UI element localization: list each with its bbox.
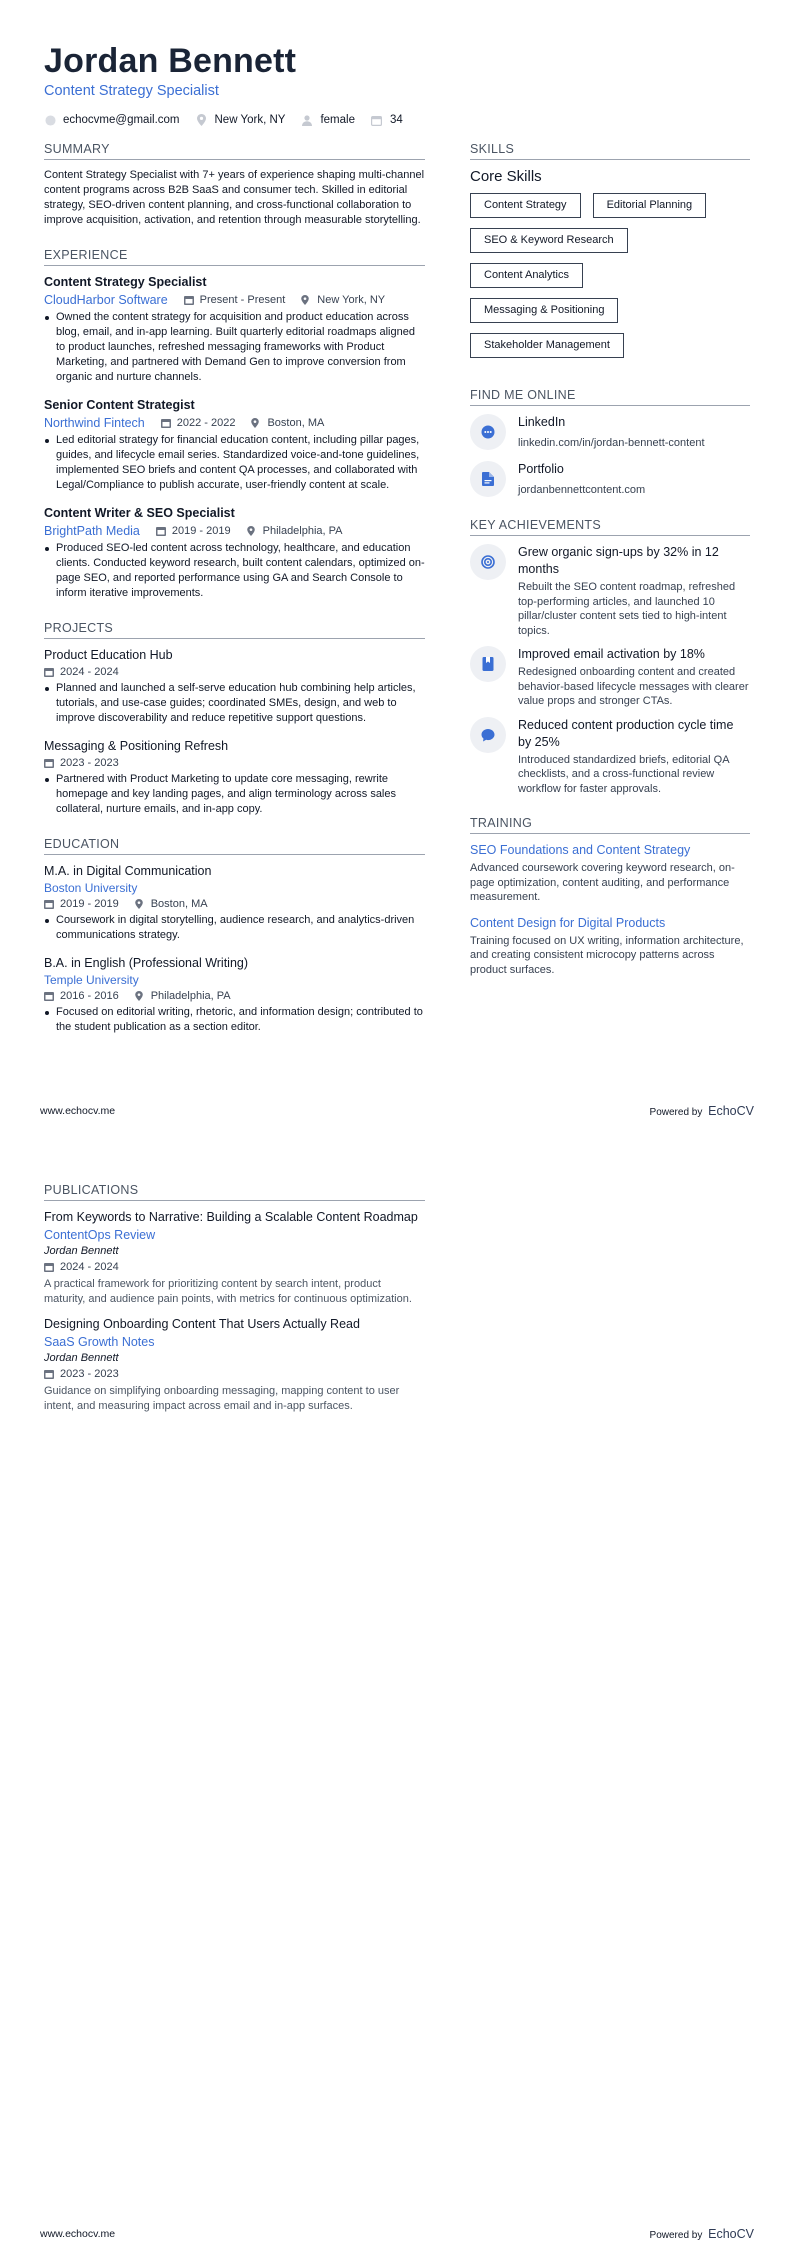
- job-entry: [44, 274, 425, 385]
- job-bullet: Produced SEO-led content across technology, healthcare, and education clients. Conducted keyword research, built content calendars, optimized on-page SEO, and reported performance using GA and Search Console to inform iterative improvements.: [56, 542, 425, 599]
- resume-header: [44, 40, 764, 126]
- education-meta: [44, 898, 425, 910]
- online-title: FIND ME ONLINE: [470, 388, 750, 406]
- publications-column: [44, 1183, 425, 1433]
- resume-page-2: [0, 1123, 794, 2246]
- summary-title: SUMMARY: [44, 142, 425, 160]
- education-degree: M.A. in Digital Communication: [44, 864, 212, 878]
- education-meta: [44, 990, 425, 1002]
- core-skills-heading: Core Skills: [470, 168, 542, 185]
- job-location: [301, 294, 385, 306]
- online-portfolio-text: [518, 461, 645, 498]
- projects-section: [44, 621, 425, 817]
- publications-title: PUBLICATIONS: [44, 1183, 425, 1201]
- online-label: Portfolio: [518, 462, 564, 476]
- achievement-text: [518, 717, 750, 797]
- publication-entry: [44, 1209, 425, 1306]
- education-location: [135, 898, 208, 910]
- education-location: [135, 990, 231, 1002]
- calendar-icon: [44, 1369, 54, 1379]
- project-dates: [44, 666, 119, 678]
- calendar-icon: [44, 758, 54, 768]
- job-dates: [184, 294, 286, 306]
- job-bullets: [44, 310, 425, 385]
- achievement-item: [470, 717, 750, 797]
- achievement-desc: Redesigned onboarding content and created behavior-based lifecycle messages with clearer value props and stronger CTAs.: [518, 666, 749, 707]
- powered-by: [650, 1104, 754, 1118]
- education-location-text: Boston, MA: [150, 898, 208, 910]
- document-icon: [470, 461, 506, 497]
- education-school: Boston University: [44, 881, 138, 895]
- job-location: [247, 525, 343, 537]
- job-bullets: [44, 433, 425, 493]
- project-meta: [44, 666, 425, 678]
- skills-section: [470, 142, 750, 368]
- achievement-title: Improved email activation by 18%: [518, 647, 705, 661]
- publication-desc: A practical framework for prioritizing content by search intent, product maturity, and audience pain points, with metrics for continuous optimization.: [44, 1278, 412, 1305]
- project-dates-text: 2024 - 2024: [60, 666, 119, 678]
- location-pin-icon: [301, 295, 311, 305]
- publication-dates: [44, 1368, 119, 1380]
- publication-venue: ContentOps Review: [44, 1228, 156, 1242]
- project-title: Product Education Hub: [44, 648, 173, 662]
- footer-site-link[interactable]: www.echocv.me: [40, 1105, 116, 1117]
- job-meta: [44, 524, 425, 538]
- achievement-desc: Introduced standardized briefs, editorial QA checklists, and a cross-functional review workflow for faster approvals.: [518, 753, 729, 795]
- location-pin-icon: [135, 899, 145, 909]
- publication-dates-text: 2023 - 2023: [60, 1368, 119, 1380]
- brand-name: EchoCV: [708, 2227, 754, 2241]
- education-entry: [44, 863, 425, 943]
- job-dates-text: 2019 - 2019: [171, 525, 231, 537]
- achievements-title: KEY ACHIEVEMENTS: [470, 518, 750, 536]
- project-bullets: [44, 772, 425, 817]
- project-title: Messaging & Positioning Refresh: [44, 739, 229, 753]
- project-bullet: Planned and launched a self-serve education hub combining help articles, tutorials, and use-case guides; coordinated SMEs, design, and web to improve discoverability and reduce repetitive support questions.: [56, 681, 425, 726]
- right-column: [470, 142, 750, 997]
- training-title: TRAINING: [470, 816, 750, 834]
- candidate-role: Content Strategy Specialist: [44, 83, 219, 99]
- calendar-icon: [184, 295, 194, 305]
- project-meta: [44, 757, 425, 769]
- achievement-title: Grew organic sign-ups by 32% in 12 months: [518, 545, 719, 576]
- chat-icon: [470, 717, 506, 753]
- bookmark-icon: [470, 646, 506, 682]
- job-dates: [156, 525, 231, 537]
- calendar-icon: [371, 114, 383, 126]
- online-linkedin-text: [518, 414, 705, 451]
- education-degree: B.A. in English (Professional Writing): [44, 956, 249, 970]
- experience-section: [44, 248, 425, 601]
- job-company: BrightPath Media: [44, 524, 140, 538]
- job-location: [251, 417, 324, 429]
- person-icon: [301, 114, 313, 126]
- calendar-icon: [44, 899, 54, 909]
- experience-title: EXPERIENCE: [44, 248, 425, 266]
- job-company: Northwind Fintech: [44, 416, 145, 430]
- online-value[interactable]: linkedin.com/in/jordan-bennett-content: [518, 437, 705, 449]
- job-bullet: Owned the content strategy for acquisition and product education across blog, email, and in-app learning. Built quarterly editorial roadmaps aligned to product launches, refreshed messaging frameworks with Product Marketing, and partnered with Demand Gen to improve conversion from organic and nurture channels.: [56, 310, 425, 385]
- job-title: Content Strategy Specialist: [44, 275, 207, 289]
- achievement-text: [518, 544, 750, 638]
- job-entry: [44, 397, 425, 493]
- contact-location: [196, 114, 286, 126]
- achievement-item: [470, 544, 750, 638]
- email-text: echocvme@gmail.com: [63, 114, 180, 126]
- education-location-text: Philadelphia, PA: [150, 990, 231, 1002]
- training-course-desc: Training focused on UX writing, information architecture, and creating consistent microcopy patterns across product surfaces.: [470, 934, 744, 976]
- online-label: LinkedIn: [518, 415, 566, 429]
- contact-row: [44, 114, 764, 126]
- job-location-text: New York, NY: [317, 294, 386, 306]
- job-title: Senior Content Strategist: [44, 398, 195, 412]
- job-title: Content Writer & SEO Specialist: [44, 506, 235, 520]
- page-footer: [40, 1104, 754, 1118]
- education-bullet: Focused on editorial writing, rhetoric, and information design; contributed to the student publication as a section editor.: [56, 1005, 425, 1035]
- education-dates-text: 2019 - 2019: [60, 898, 119, 910]
- publication-meta: [44, 1261, 425, 1273]
- publication-title: Designing Onboarding Content That Users Actually Read: [44, 1317, 360, 1331]
- job-meta: [44, 293, 425, 307]
- powered-by-label: Powered by: [649, 1107, 703, 1118]
- project-bullets: [44, 681, 425, 726]
- job-meta: [44, 416, 425, 430]
- skill-tag: Stakeholder Management: [470, 333, 624, 358]
- education-school: Temple University: [44, 973, 139, 987]
- project-entry: [44, 647, 425, 726]
- job-company: CloudHarbor Software: [44, 293, 168, 307]
- education-bullets: [44, 1005, 425, 1035]
- summary-text: Content Strategy Specialist with 7+ years of experience shaping multi-channel content programs across B2B SaaS and consumer tech. Skilled in editorial strategy, SEO-driven content planning, and cross-functional collaboration to improve acquisition, activation, and retention through measurable storytelling.: [44, 169, 425, 226]
- publication-author: Jordan Bennett: [44, 1245, 119, 1257]
- education-section: [44, 837, 425, 1035]
- project-dates-text: 2023 - 2023: [60, 757, 119, 769]
- job-dates: [161, 417, 236, 429]
- skill-tags: [470, 193, 750, 368]
- brand-name: EchoCV: [708, 1104, 754, 1118]
- location-pin-icon: [251, 418, 261, 428]
- skill-tag: SEO & Keyword Research: [470, 228, 628, 253]
- training-course-title: Content Design for Digital Products: [470, 915, 666, 930]
- education-dates-text: 2016 - 2016: [60, 990, 119, 1002]
- project-entry: [44, 738, 425, 817]
- skill-tag: Editorial Planning: [593, 193, 707, 218]
- location-pin-icon: [135, 991, 145, 1001]
- age-text: 34: [389, 114, 403, 126]
- publication-desc: Guidance on simplifying onboarding messaging, mapping content to user intent, and measuring impact across email and in-app surfaces.: [44, 1385, 400, 1412]
- publication-venue: SaaS Growth Notes: [44, 1335, 155, 1349]
- job-bullet: Led editorial strategy for financial education content, including pillar pages, guides, and lifecycle email series. Standardized voice-and-tone guidelines, implemented SEO briefs and content QA processes, and collaborated with Legal/Compliance to publish accurate, user-friendly content at scale.: [56, 433, 425, 493]
- calendar-icon: [44, 1262, 54, 1272]
- job-dates-text: 2022 - 2022: [176, 417, 236, 429]
- skill-tag: Messaging & Positioning: [470, 298, 618, 323]
- job-bullets: [44, 541, 425, 601]
- linkedin-icon: [470, 414, 506, 450]
- calendar-icon: [44, 991, 54, 1001]
- page-footer: [40, 2227, 754, 2241]
- education-title: EDUCATION: [44, 837, 425, 855]
- publication-author: Jordan Bennett: [44, 1352, 119, 1364]
- powered-by-label: Powered by: [649, 2230, 703, 2241]
- contact-age: [371, 114, 403, 126]
- projects-title: PROJECTS: [44, 621, 425, 639]
- online-section: [470, 388, 750, 498]
- location-pin-icon: [247, 526, 257, 536]
- achievement-title: Reduced content production cycle time by 25%: [518, 717, 734, 749]
- online-linkedin[interactable]: [470, 414, 750, 451]
- publication-dates: [44, 1261, 119, 1273]
- powered-by: [650, 2227, 754, 2241]
- contact-gender: [301, 114, 355, 126]
- skills-title: SKILLS: [470, 142, 750, 160]
- summary-section: [44, 142, 425, 228]
- education-entry: [44, 955, 425, 1035]
- project-bullet: Partnered with Product Marketing to update core messaging, rewrite homepage and key landing pages, and align terminology across sales collateral, nurture emails, and in-app copy.: [56, 772, 425, 817]
- footer-site-link[interactable]: www.echocv.me: [40, 2228, 116, 2240]
- training-section: [470, 816, 750, 977]
- publication-title: From Keywords to Narrative: Building a Scalable Content Roadmap: [44, 1210, 418, 1224]
- calendar-icon: [156, 526, 166, 536]
- education-dates: [44, 990, 119, 1002]
- project-dates: [44, 757, 119, 769]
- candidate-name: Jordan Bennett: [44, 42, 297, 80]
- achievement-text: [518, 646, 750, 709]
- online-portfolio[interactable]: [470, 461, 750, 498]
- gender-text: female: [320, 114, 355, 126]
- training-course-title: SEO Foundations and Content Strategy: [470, 843, 691, 857]
- calendar-icon: [161, 418, 171, 428]
- education-bullets: [44, 913, 425, 943]
- job-location-text: Philadelphia, PA: [262, 525, 343, 537]
- achievement-desc: Rebuilt the SEO content roadmap, refreshed top-performing articles, and launched 10 pillar/cluster content sets tied to high-intent topics.: [518, 581, 736, 637]
- education-bullet: Coursework in digital storytelling, audience research, and analytics-driven communications strategy.: [56, 913, 425, 943]
- education-dates: [44, 898, 119, 910]
- left-column: [44, 142, 425, 1055]
- skill-tag: Content Strategy: [470, 193, 581, 218]
- publication-entry: [44, 1316, 425, 1413]
- skill-tag: Content Analytics: [470, 263, 583, 288]
- email-icon: [44, 114, 56, 126]
- achievement-item: [470, 646, 750, 709]
- location-text: New York, NY: [214, 114, 286, 126]
- online-value[interactable]: jordanbennettcontent.com: [518, 484, 646, 496]
- calendar-icon: [44, 667, 54, 677]
- job-dates-text: Present - Present: [199, 294, 286, 306]
- publication-dates-text: 2024 - 2024: [60, 1261, 119, 1273]
- publication-meta: [44, 1368, 425, 1380]
- training-course-desc: Advanced coursework covering keyword research, on-page optimization, content auditing, and performance measurement.: [470, 862, 735, 903]
- target-icon: [470, 544, 506, 580]
- job-entry: [44, 505, 425, 601]
- publications-section: [44, 1183, 425, 1413]
- achievements-section: [470, 518, 750, 796]
- job-location-text: Boston, MA: [267, 417, 325, 429]
- location-pin-icon: [196, 114, 208, 126]
- contact-email[interactable]: [44, 114, 180, 126]
